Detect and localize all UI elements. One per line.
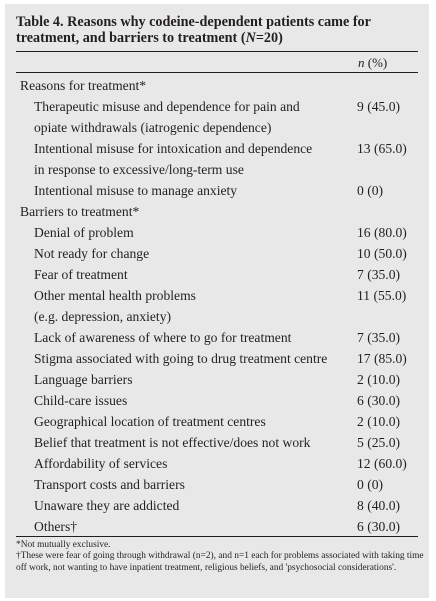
row-label-line2: in response to excessive/long-term use	[34, 162, 244, 177]
row-value: 13 (65.0)	[357, 141, 407, 156]
footnote-2-text: †These were fear of going through withdrawal (n=2), and n=1 each for problems associated with taking time off work, not wanting to have inpatient treatment, religious beliefs, and 'psychosocial considerations'.	[16, 551, 424, 573]
column-header-n	[358, 55, 387, 71]
row-label-line2: (e.g. depression, anxiety)	[34, 309, 172, 324]
row-value: 9 (45.0)	[357, 99, 401, 114]
row-value: 2 (10.0)	[357, 372, 401, 387]
row-value: 12 (60.0)	[357, 456, 407, 471]
row-label-line2: opiate withdrawals (iatrogenic dependence)	[34, 120, 272, 135]
row-label: Child-care issues	[34, 393, 128, 408]
row-label: Fear of treatment	[34, 267, 128, 282]
column-header-pct: (%)	[364, 55, 388, 70]
row-label: Denial of problem	[34, 225, 134, 240]
row-label: Transport costs and barriers	[34, 477, 185, 492]
title-rule	[16, 51, 418, 52]
row-label: Belief that treatment is not effective/does not work	[34, 435, 311, 450]
row-label: Not ready for change	[34, 246, 150, 261]
row-value: 6 (30.0)	[357, 519, 401, 534]
row-label: Other mental health problems	[34, 288, 196, 303]
row-value: 2 (10.0)	[357, 414, 401, 429]
bottom-rule	[16, 536, 418, 537]
row-label: Stigma associated with going to drug treatment centre	[34, 351, 328, 366]
row-value: 6 (30.0)	[357, 393, 401, 408]
row-label: Language barriers	[34, 372, 133, 387]
row-value: 7 (35.0)	[357, 267, 401, 282]
row-label: Geographical location of treatment centres	[34, 414, 266, 429]
row-value: 0 (0)	[357, 477, 384, 492]
section-heading-label: Reasons for treatment*	[20, 78, 147, 93]
row-label: Intentional misuse for intoxication and dependence	[34, 141, 313, 156]
row-value: 11 (55.0)	[357, 288, 407, 303]
row-value: 10 (50.0)	[357, 246, 407, 261]
footnote-1: *Not mutually exclusive.	[16, 540, 111, 550]
section-heading-label: Barriers to treatment*	[20, 204, 140, 219]
row-label: Intentional misuse to manage anxiety	[34, 183, 238, 198]
title-suffix: =20)	[255, 30, 283, 46]
row-value: 8 (40.0)	[357, 498, 401, 513]
row-label: Therapeutic misuse and dependence for pain and	[34, 99, 300, 114]
row-label: Affordability of services	[34, 456, 168, 471]
row-value: 7 (35.0)	[357, 330, 401, 345]
header-rule	[16, 72, 418, 73]
table-title	[16, 14, 426, 46]
footnote-2	[16, 551, 426, 574]
row-value: 17 (85.0)	[357, 351, 407, 366]
row-label: Unaware they are addicted	[34, 498, 180, 513]
row-value: 0 (0)	[357, 183, 384, 198]
table-panel	[5, 4, 429, 598]
row-label: Lack of awareness of where to go for treatment	[34, 330, 292, 345]
row-value: 16 (80.0)	[357, 225, 407, 240]
column-header-n-letter: n	[358, 55, 365, 70]
row-value: 5 (25.0)	[357, 435, 401, 450]
title-n: N	[245, 30, 256, 46]
row-label: Others†	[34, 519, 78, 534]
title-text: Table 4. Reasons why codeine-dependent patients came for treatment, and barriers to treatment (	[16, 14, 371, 46]
